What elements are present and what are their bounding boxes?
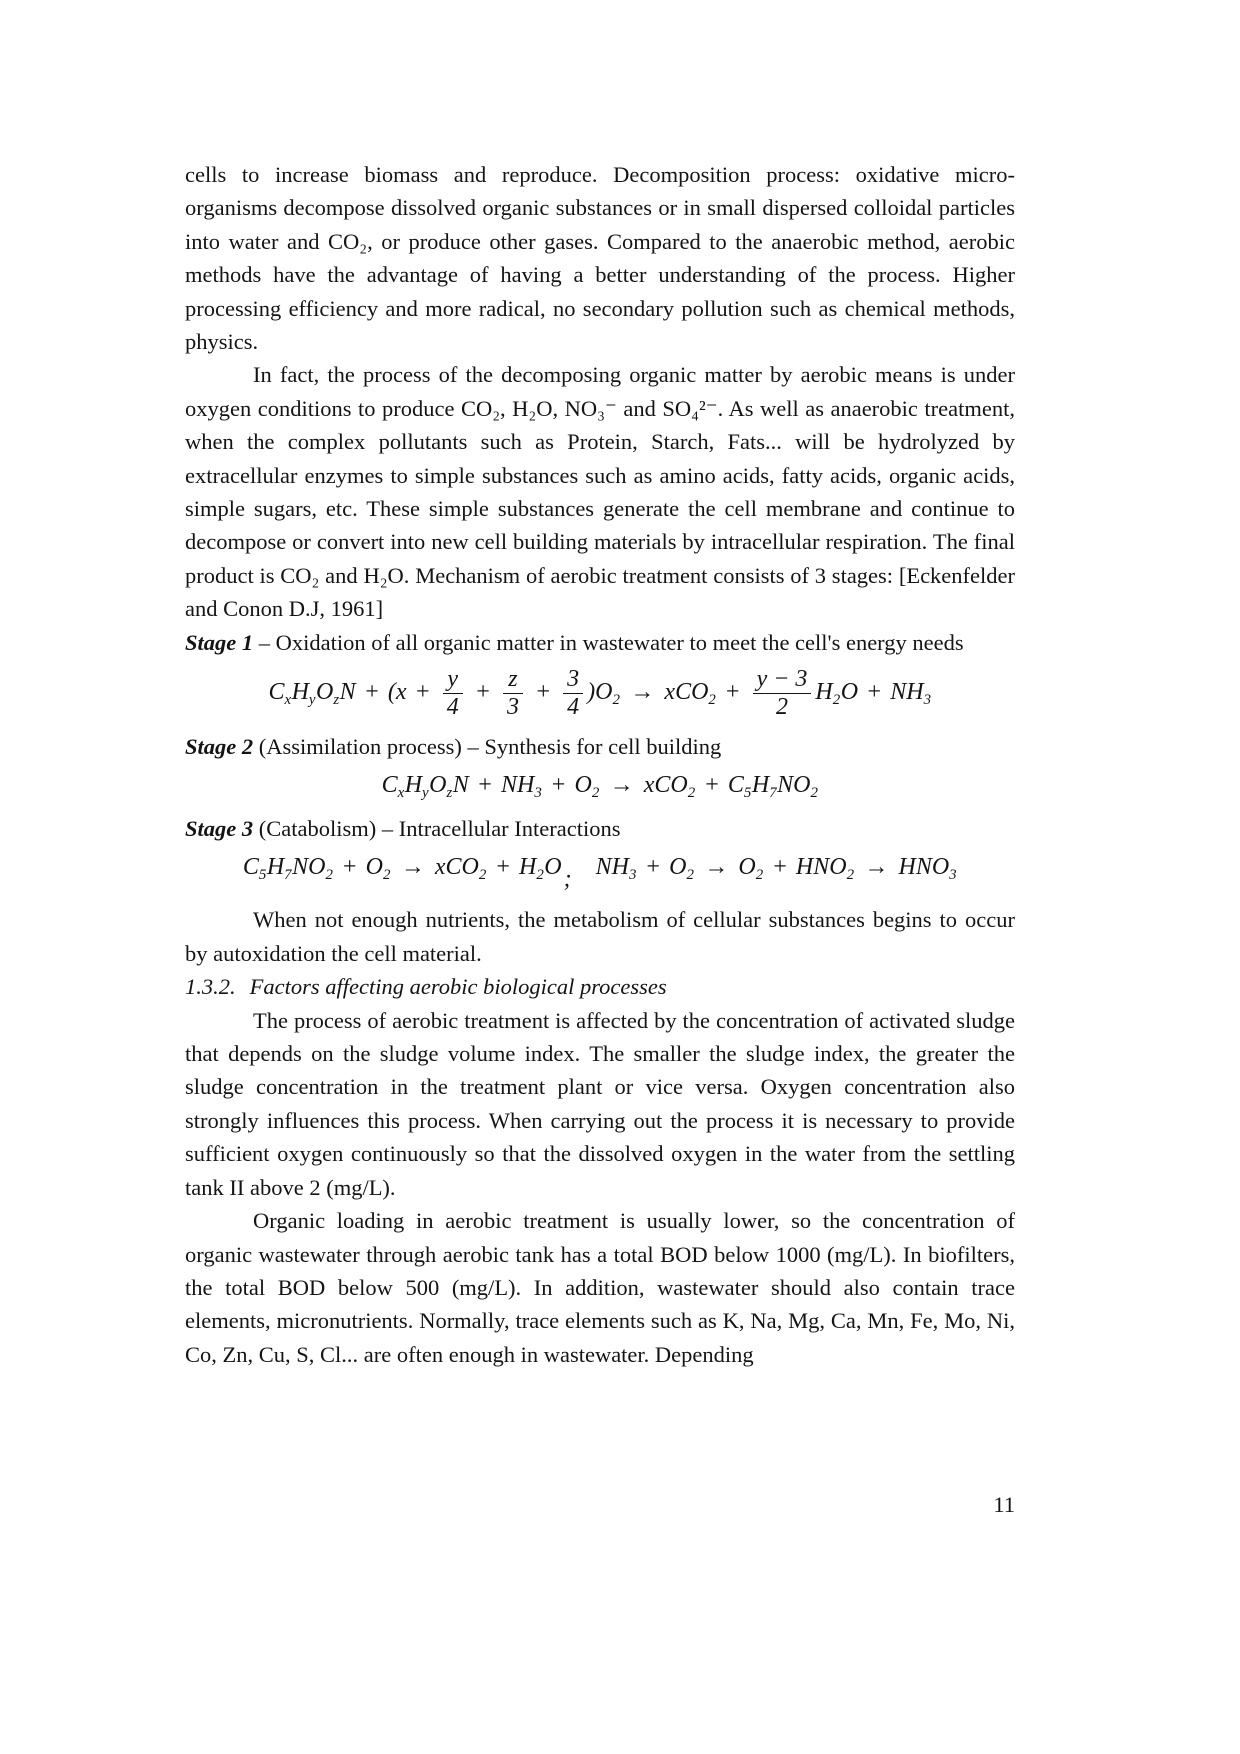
- stage-2-line: [185, 730, 1015, 763]
- equation-oxidation: $C_xH_yO_zN + (x$ + $\frac{y}{4}$ + $\frac{z}{3}$ + $\frac{3}{4}$ )$O_2 \to xCO_2$ + $\frac{y - 3}{2}$ $H_2O + NH_3$: [268, 666, 932, 720]
- section-title: Factors affecting aerobic biological processes: [249, 974, 667, 1000]
- page-number: 11: [993, 1492, 1015, 1517]
- paragraph-nutrients: When not enough nutrients, the metabolism of cellular substances begins to occur by autoxidation the cell material.: [185, 907, 1015, 966]
- equation-assimilation: $C_xH_yO_zN + NH_3 + O_2 \to xCO_2 + C_5H_7NO_2$: [381, 772, 819, 802]
- paragraph-in-fact: In fact, the process of the decomposing organic matter by aerobic means is under oxygen conditions to produce CO₂, H₂O, NO₃⁻ and SO₄²⁻. As well as anaerobic treatment, when the complex pollutants such as Protein, Starch, Fats... will be hydrolyzed by extracellular enzymes to simple substances such as amino acids, fatty acids, organic acids, simple sugars, etc. These simple substances generate the cell membrane and continue to decompose or convert into new cell building materials by intracellular respiration. The final product is CO₂ and H₂O. Mechanism of aerobic treatment consists of 3 stages: [Eckenfelder and Conon D.J, 1961]: [185, 362, 1015, 622]
- stage-1-line: [185, 626, 1015, 659]
- stage-3-text: (Catabolism) – Intracellular Interactions: [253, 816, 621, 842]
- stage-2-text: (Assimilation process) – Synthesis for cell building: [253, 733, 722, 759]
- paragraph-decomposition: cells to increase biomass and reproduce. Decomposition process: oxidative micro-organisms decompose dissolved organic substances or in small dispersed colloidal particles into water and CO₂, or produce other gases. Compared to the anaerobic method, aerobic methods have the advantage of having a better understanding of the process. Higher processing efficiency and more radical, no secondary pollution such as chemical methods, physics.: [185, 162, 1015, 355]
- stage-3-line: [185, 812, 1015, 845]
- equation-catabolism: $C_5H_7NO_2 + O_2 \to xCO_2 + H_2O$; $NH_3 + O_2 \to O_2 + HNO_2 \to HNO_3$: [242, 854, 958, 893]
- stage-2-label: Stage 2: [185, 733, 254, 759]
- section-number: 1.3.2.: [185, 974, 236, 1000]
- paragraph-activated-sludge: The process of aerobic treatment is affected by the concentration of activated sludge that depends on the sludge volume index. The smaller the sludge index, the greater the sludge concentration in the treatment plant or vice versa. Oxygen concentration also strongly influences this process. When carrying out the process it is necessary to provide sufficient oxygen continuously so that the dissolved oxygen in the water from the settling tank II above 2 (mg/L).: [185, 1007, 1015, 1200]
- paragraph-organic-loading: Organic loading in aerobic treatment is usually lower, so the concentration of organic wastewater through aerobic tank has a total BOD below 1000 (mg/L). In biofilters, the total BOD below 500 (mg/L). In addition, wastewater should also contain trace elements, micronutrients. Normally, trace elements such as K, Na, Mg, Ca, Mn, Fe, Mo, Ni, Co, Zn, Cu, S, Cl... are often enough in wastewater. Depending: [185, 1208, 1015, 1367]
- stage-3-label: Stage 3: [185, 816, 254, 842]
- stage-1-text: – Oxidation of all organic matter in wastewater to meet the cell's energy needs: [253, 629, 964, 655]
- stage-1-label: Stage 1: [185, 629, 254, 655]
- page-content: [185, 158, 1015, 1371]
- section-heading-1-3-2: [185, 970, 1015, 1003]
